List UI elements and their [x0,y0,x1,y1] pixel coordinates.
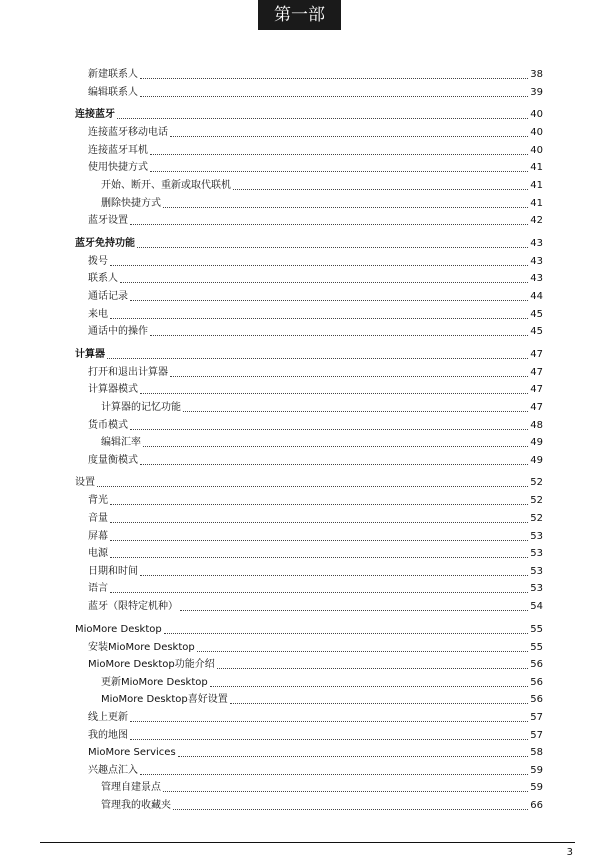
toc-entry-page: 47 [530,384,543,396]
dot-leader [107,358,528,359]
toc-entry-title: 安装MioMore Desktop [88,641,195,653]
toc-entry[interactable] [88,454,543,468]
toc-entry-page: 47 [530,402,543,413]
toc-entry[interactable] [88,161,543,175]
toc-entry[interactable] [88,729,543,743]
toc-entry-page: 56 [530,694,543,706]
dot-leader [140,774,528,775]
dot-leader [97,486,528,487]
toc-entry[interactable] [88,68,543,82]
toc-entry-title: 使用快捷方式 [88,162,148,174]
toc-entry-title: 开始、断开、重新或取代联机 [101,180,231,191]
toc-entry[interactable] [88,658,543,672]
toc-entry-page: 43 [530,237,543,249]
toc-entry-page: 59 [530,764,543,776]
dot-leader [130,429,528,430]
toc-entry-title: 屏幕 [88,530,108,542]
toc-entry[interactable] [101,179,543,193]
toc-entry[interactable] [101,799,543,813]
toc-entry-title: 删除快捷方式 [101,197,161,209]
dot-leader [217,668,529,669]
toc-entry-title: MioMore Services [88,747,176,759]
toc-entry-page: 40 [530,144,543,156]
toc-entry-title: 线上更新 [88,712,128,723]
dot-leader [140,464,528,465]
dot-leader [130,224,528,225]
toc-entry[interactable] [101,436,543,450]
toc-entry-title: 兴趣点汇入 [88,764,138,776]
toc-entry-title: 蓝牙（限特定机种） [88,601,178,612]
toc-entry-title: MioMore Desktop功能介绍 [88,659,215,671]
dot-leader [110,318,528,319]
toc-entry-page: 45 [530,326,543,338]
toc-entry-title: 电源 [88,548,108,560]
dot-leader [130,721,528,722]
toc-entry[interactable] [88,214,543,228]
toc-entry-title: 新建联系人 [88,69,138,80]
toc-entry-title: 管理我的收藏夹 [101,800,171,811]
toc-entry-page: 42 [530,215,543,227]
toc-entry[interactable] [75,623,543,637]
toc-entry-title: 蓝牙免持功能 [75,237,135,249]
dot-leader [178,756,529,757]
toc-entry-page: 39 [530,86,543,98]
dot-leader [130,300,528,301]
toc-entry[interactable] [88,512,543,526]
toc-entry-page: 55 [530,641,543,653]
toc-entry[interactable] [88,565,543,579]
dot-leader [143,446,528,447]
dot-leader [180,610,528,611]
toc-entry-title: MioMore Desktop喜好设置 [101,694,228,706]
toc-entry-page: 43 [530,273,543,285]
dot-leader [163,207,528,208]
dot-leader [120,282,528,283]
toc-entry-title: 管理自建景点 [101,782,161,794]
dot-leader [110,557,528,558]
toc-entry-page: 40 [530,127,543,139]
toc-entry-page: 56 [530,659,543,671]
toc-entry[interactable] [88,582,543,596]
toc-entry[interactable] [88,641,543,655]
toc-entry-title: 通话记录 [88,291,128,302]
toc-entry-title: 音量 [88,513,108,524]
toc-entry[interactable] [88,764,543,778]
toc-entry-title: 计算器的记忆功能 [101,402,181,413]
dot-leader [110,592,528,593]
toc-entry-page: 43 [530,255,543,267]
toc-entry-page: 57 [530,729,543,741]
toc-entry-page: 41 [530,197,543,209]
dot-leader [150,171,528,172]
toc-entry-title: 来电 [88,308,108,320]
toc-entry-page: 53 [530,548,543,560]
dot-leader [110,522,528,523]
dot-leader [164,633,529,634]
toc-entry-page: 52 [530,513,543,524]
toc-entry-page: 47 [530,348,543,360]
toc-entry[interactable] [88,494,543,508]
toc-entry-title: 连接蓝牙移动电话 [88,127,168,139]
toc-entry-page: 52 [530,495,543,507]
dot-leader [140,78,528,79]
toc-entry-page: 56 [530,676,543,688]
toc-entry-page: 49 [530,437,543,449]
toc-entry[interactable] [88,86,543,100]
toc-entry-title: 语言 [88,583,108,595]
toc-entry-title: 日期和时间 [88,565,138,577]
dot-leader [140,575,528,576]
dot-leader [140,96,528,97]
toc-entry-page: 53 [530,583,543,595]
toc-entry-title: 计算器模式 [88,384,138,396]
toc-entry-title: 编辑联系人 [88,86,138,98]
toc-entry-title: 度量衡模式 [88,454,138,466]
dot-leader [173,809,528,810]
toc-entry-page: 52 [530,477,543,489]
toc-entry[interactable] [88,290,543,304]
toc-entry[interactable] [88,126,543,140]
toc-entry[interactable] [88,600,543,614]
toc-entry-page: 45 [530,308,543,320]
toc-entry[interactable] [88,711,543,725]
toc-entry[interactable] [88,547,543,561]
toc-entry-page: 40 [530,109,543,121]
toc-entry-title: 背光 [88,495,108,507]
dot-leader [150,154,528,155]
toc-entry-page: 53 [530,530,543,542]
toc-entry-title: 连接蓝牙 [75,109,115,121]
toc-entry[interactable] [75,108,543,122]
toc-entry-page: 41 [530,180,543,191]
toc-entry-page: 57 [530,712,543,723]
dot-leader [230,703,529,704]
toc-entry-page: 58 [530,747,543,759]
toc-entry-page: 38 [530,69,543,80]
toc-entry[interactable] [75,237,543,251]
dot-leader [110,504,528,505]
toc-entry-title: 编辑汇率 [101,437,141,449]
toc-entry-title: 打开和退出计算器 [88,366,168,378]
toc-entry-title: 计算器 [75,348,105,360]
toc-entry[interactable] [101,676,543,690]
toc-entry[interactable] [88,255,543,269]
toc-entry[interactable] [101,197,543,211]
toc-entry-title: 连接蓝牙耳机 [88,144,148,156]
toc-entry-page: 48 [530,419,543,431]
dot-leader [210,686,529,687]
footer-rule [40,842,575,843]
toc-entry[interactable] [75,476,543,490]
toc-entry-title: 货币模式 [88,419,128,431]
toc-entry-page: 44 [530,291,543,302]
toc-entry-title: 蓝牙设置 [88,215,128,227]
dot-leader [233,189,528,190]
toc-entry[interactable] [88,272,543,286]
toc-entry-page: 53 [530,565,543,577]
dot-leader [150,335,528,336]
toc-entry-title: 设置 [75,477,95,489]
toc-entry[interactable] [101,781,543,795]
dot-leader [137,247,528,248]
page-number: 3 [566,847,573,858]
toc-entry-page: 54 [530,601,543,612]
toc-entry-page: 59 [530,782,543,794]
toc-entry-page: 49 [530,454,543,466]
dot-leader [130,739,528,740]
dot-leader [110,265,528,266]
toc-entry-title: 联系人 [88,273,118,285]
toc-entry-page: 47 [530,366,543,378]
dot-leader [163,791,528,792]
toc-entry-page: 66 [530,800,543,811]
toc-entry[interactable] [88,325,543,339]
dot-leader [117,118,528,119]
toc-entry[interactable] [88,530,543,544]
toc-entry[interactable] [75,348,543,362]
dot-leader [197,651,529,652]
part-label: 第一部 [258,0,341,30]
toc-entry[interactable] [88,308,543,322]
dot-leader [170,376,528,377]
toc-entry-title: 更新MioMore Desktop [101,676,208,688]
toc-entry-page: 41 [530,162,543,174]
toc-entry[interactable] [101,693,543,707]
dot-leader [140,393,528,394]
dot-leader [183,411,528,412]
toc-entry[interactable] [88,144,543,158]
toc-entry-title: 我的地图 [88,729,128,741]
toc-entry[interactable] [88,746,543,760]
toc-entry-page: 55 [530,623,543,635]
toc-entry[interactable] [101,401,543,415]
toc-entry-title: 拨号 [88,255,108,267]
toc-entry[interactable] [88,383,543,397]
dot-leader [170,136,528,137]
dot-leader [110,540,528,541]
toc-entry-title: 通话中的操作 [88,326,148,338]
toc-entry[interactable] [88,366,543,380]
toc-entry-title: MioMore Desktop [75,623,162,635]
toc-entry[interactable] [88,419,543,433]
